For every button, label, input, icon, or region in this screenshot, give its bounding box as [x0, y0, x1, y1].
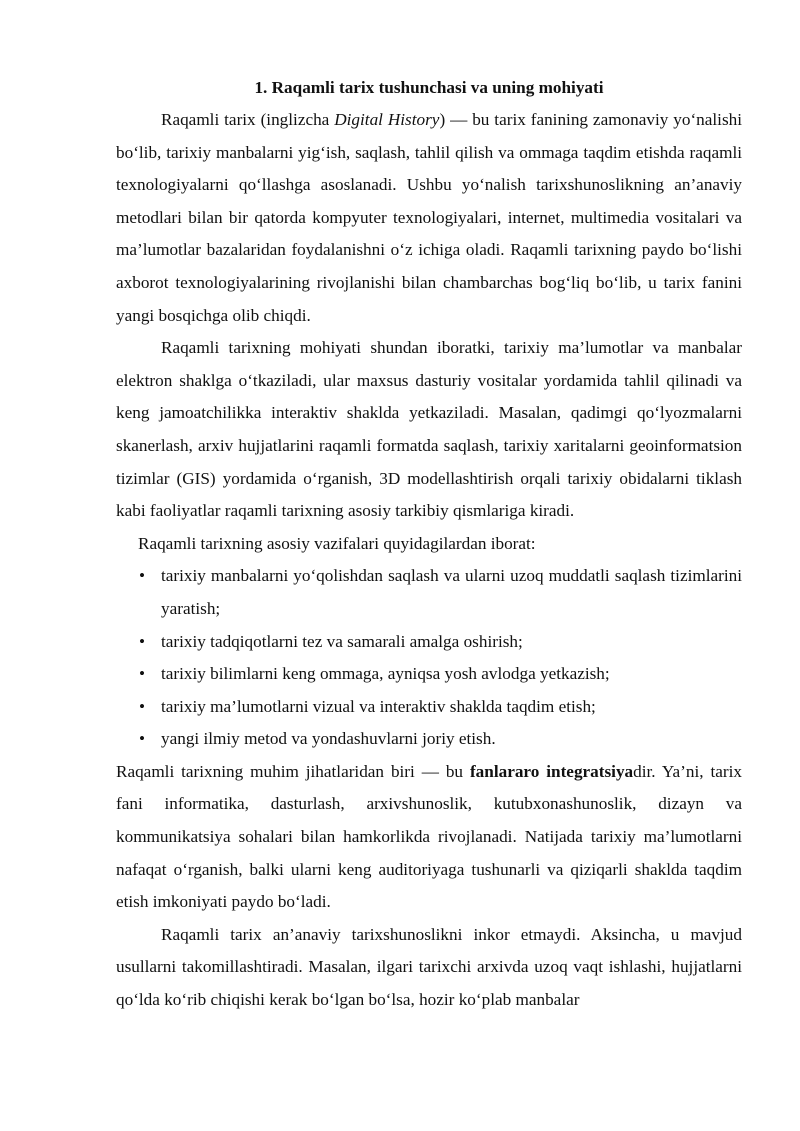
- list-intro: Raqamli tarixning asosiy vazifalari quyidagilardan iborat:: [138, 533, 536, 553]
- interdisciplinary-term: fanlararo integratsiya: [469, 761, 634, 781]
- document-page: [116, 72, 742, 1017]
- paragraph-interdisciplinary: [116, 756, 742, 919]
- paragraph-essence: Raqamli tarixning mohiyati shundan iboratki, tarixiy ma’lumotlar va manbalar elektron shaklga o‘tkaziladi, ular maxsus dasturiy vositalar yordamida tahlil qilinadi va keng jamoatchilikka interaktiv shaklda yetkaziladi. Masalan, qadimgi qo‘lyozmalarni skanerlash, arxiv hujjatlarini raqamli formatda saqlash, tarixiy xaritalarni geoinformatsion tizimlar (GIS) yordamida o‘rganish, 3D modellashtirish orqali tarixiy obidalarni tiklash kabi faoliyatlar raqamli tarixning asosiy tarkibiy qismlariga kiradi.: [116, 338, 742, 521]
- bullet-icon: •: [139, 631, 146, 651]
- paragraph-interdisciplinary-start: Raqamli tarixning muhim jihatlaridan biri — bu: [116, 761, 470, 781]
- list-item: [116, 560, 742, 625]
- list-item-text: tarixiy manbalarni yo‘qolishdan saqlash va ularni uzoq muddatli saqlash tizimlarini yaratish;: [161, 566, 742, 618]
- bullet-icon: •: [139, 566, 146, 586]
- list-item-text: yangi ilmiy metod va yondashuvlarni joriy etish.: [161, 729, 496, 749]
- list-item: [116, 626, 742, 659]
- bullet-icon: •: [139, 729, 146, 749]
- section-title: 1. Raqamli tarix tushunchasi va uning mohiyati: [254, 78, 604, 97]
- paragraph-definition-start: Raqamli tarix (inglizcha: [161, 110, 335, 129]
- paragraph-interdisciplinary-rest: dir. Ya’ni, tarix fani informatika, dasturlash, arxivshunoslik, kutubxonashunoslik, dizayn va kommunikatsiya sohalari bilan hamkorlikda rivojlanadi. Natijada tarixiy ma’lumotlarni nafaqat o‘rganish, balki ularni keng auditoriyaga tushunarli va qiziqarli shaklda taqdim etish imkoniyati paydo bo‘ladi.: [116, 761, 742, 912]
- bullet-icon: •: [139, 696, 146, 716]
- list-item-text: tarixiy ma’lumotlarni vizual va interaktiv shaklda taqdim etish;: [161, 696, 596, 716]
- list-item-text: tarixiy tadqiqotlarni tez va samarali amalga oshirish;: [161, 631, 523, 651]
- paragraph-traditional: Raqamli tarix an’anaviy tarixshunoslikni inkor etmaydi. Aksincha, u mavjud usullarni takomillashtiradi. Masalan, ilgari tarixchi arxivda uzoq vaqt ishlashi, hujjatlarni qo‘lda ko‘rib chiqishi kerak bo‘lgan bo‘lsa, hozir ko‘plab manbalar: [116, 924, 742, 1010]
- paragraph-definition: [116, 104, 742, 332]
- bullet-icon: •: [139, 664, 146, 684]
- list-item: [116, 658, 742, 691]
- list-item: [116, 691, 742, 724]
- list-item: [116, 723, 742, 756]
- tasks-list: [116, 560, 742, 756]
- list-item-text: tarixiy bilimlarni keng ommaga, ayniqsa yosh avlodga yetkazish;: [161, 664, 610, 684]
- paragraph-definition-rest: ) — bu tarix fanining zamonaviy yo‘nalishi bo‘lib, tarixiy manbalarni yig‘ish, saqlash, tahlil qilish va ommaga taqdim etishda raqamli texnologiyalarni qo‘llashga asoslanadi. Ushbu yo‘nalish tarixshunoslikning an’anaviy metodlari bilan bir qatorda kompyuter texnologiyalari, internet, multimedia vositalari va ma’lumotlar bazalaridan foydalanishni o‘z ichiga oladi. Raqamli tarixning paydo bo‘lishi axborot texnologiyalarining rivojlanishi bilan chambarchas bog‘liq bo‘lib, u tarix fanini yangi bosqichga olib chiqdi.: [116, 110, 743, 325]
- digital-history-term: Digital History: [334, 110, 440, 129]
